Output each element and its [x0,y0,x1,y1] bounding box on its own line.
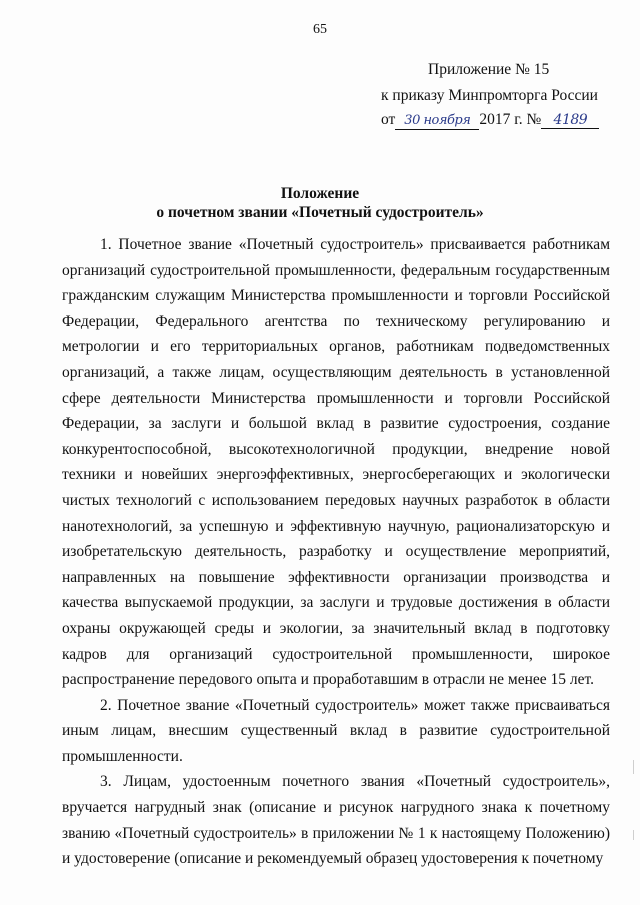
document-title [0,184,640,222]
appendix-label: Приложение № 15 [428,61,550,78]
paragraph-1: 1. Почетное звание «Почетный судостроитель» присваивается работникам организаций судостроительной промышленности, федеральным государственным гражданским служащим Министерства промышленности и торговли Российской Федерации, Федерального агентства по техническому регулированию и метрологии и его территориальных органов, работникам подведомственных организаций, а также лицам, осуществляющим деятельность в установленной сфере деятельности Министерства промышленности и торговли Российской Федерации, за заслуги и большой вклад в развитие судостроения, создание конкурентоспособной, высокотехнологичной продукции, внедрение новой техники и новейших энергоэффективных, энергосберегающих и экологически чистых технологий с использованием передовых научных разработок в области нанотехнологий, за успешную и эффективную научную, рационализаторскую и изобретательскую деятельность, разработку и осуществление мероприятий, направленных на повышение эффективности организации производства и качества выпускаемой продукции, за заслуги и трудовые достижения в области охраны окружающей среды и экологии, за значительный вклад в подготовку кадров для организаций судостроительной промышленности, широкое распространение передового опыта и проработавшим в отрасли не менее 15 лет. [62,236,610,689]
paragraph-2: 2. Почетное звание «Почетный судостроитель» может также присваиваться иным лицам, внесшим существенный вклад в развитие судостроительной промышленности. [62,696,610,765]
scan-artifact [633,760,634,774]
appendix-header [372,58,612,132]
title-line-1: Положение [280,185,360,202]
title-line-2: о почетном звании «Почетный судостроитель» [156,204,484,221]
year-text: 2017 г. № [479,111,542,128]
order-reference: к приказу Минпромторга России [381,87,598,104]
order-date-line [372,108,612,132]
paragraph-3: 3. Лицам, удостоенным почетного звания «Почетный судостроитель», вручается нагрудный знак (описание и рисунок нагрудного знака к почетному званию «Почетный судостроитель» в приложении № 1 к настоящему Положению) и удостоверение (описание и рекомендуемый образец удостоверения к почетному [62,773,610,868]
document-body [62,232,610,872]
page-number: 65 [313,22,327,37]
handwritten-date: 30 ноября [395,113,479,130]
from-prefix: от [381,111,396,128]
handwritten-order-number: 4189 [541,112,599,129]
scan-artifact [633,830,634,840]
